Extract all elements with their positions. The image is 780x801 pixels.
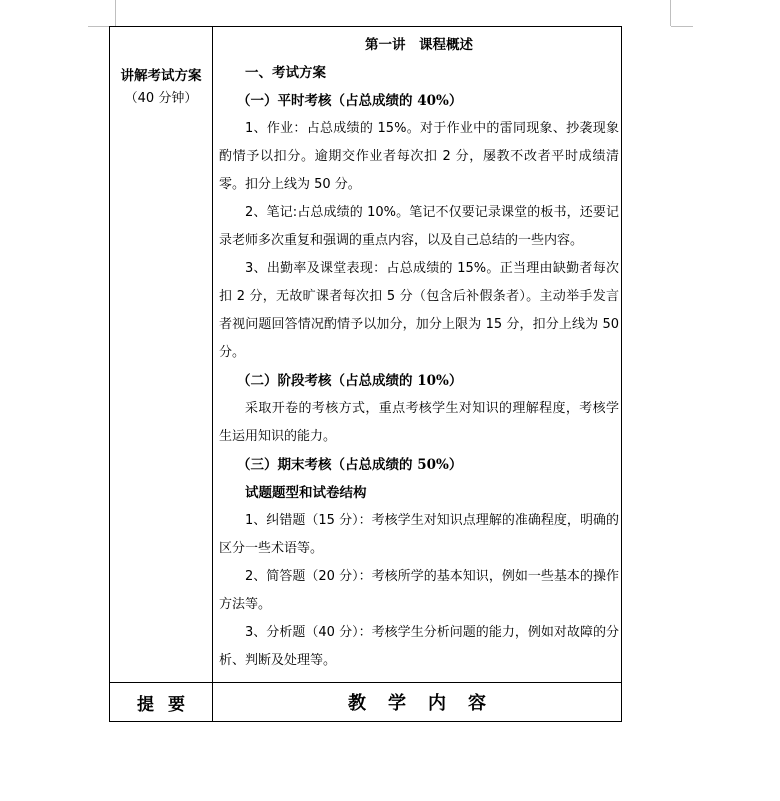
paragraph-correction: 1、纠错题（15 分）：考核学生对知识点理解的准确程度，明确的区分一些术语等。: [219, 513, 619, 556]
content-cell: [219, 31, 619, 675]
paragraph-attendance: 3、出勤率及课堂表现：占总成绩的 15%。正当理由缺勤者每次扣 2 分，无故旷课者每次扣 5 分（包含后补假条者）。主动举手发言者视问题回答情况酌情予以加分，加分上限为 15 分，扣分上线为 50 分。: [219, 261, 619, 360]
question-types-heading: 试题题型和试卷结构: [245, 485, 367, 501]
subsection-heading-stage: （二）阶段考核（占总成绩的 10%）: [237, 373, 463, 389]
crop-mark: [115, 0, 116, 26]
paragraph-homework: 1、作业：占总成绩的 15%。对于作业中的雷同现象、抄袭现象酌情予以扣分。逾期交作业者每次扣 2 分，屡教不改者平时成绩清零。扣分上线为 50 分。: [219, 121, 619, 192]
subsection-heading-final: （三）期末考核（占总成绩的 50%）: [237, 457, 463, 473]
crop-mark: [88, 26, 109, 27]
lesson-table: [109, 26, 622, 722]
left-column-duration: （40 分钟）: [124, 91, 198, 106]
crop-mark: [670, 0, 671, 26]
section-heading: 一、考试方案: [245, 65, 326, 81]
subsection-heading-regular: （一）平时考核（占总成绩的 40%）: [237, 93, 463, 109]
left-column-label: 讲解考试方案: [120, 68, 202, 84]
paragraph-notes: 2、笔记:占总成绩的 10%。笔记不仅要记录课堂的板书，还要记录老师多次重复和强调的重点内容，以及自己总结的一些内容。: [219, 205, 619, 248]
column-divider: [212, 27, 213, 721]
lecture-title: 第一讲 课程概述: [365, 37, 473, 53]
crop-mark: [671, 26, 693, 27]
footer-content-label: 教学内容: [348, 693, 508, 714]
paragraph-analysis: 3、分析题（40 分）：考核学生分析问题的能力，例如对故障的分析、判断及处理等。: [219, 625, 619, 668]
paragraph-stage: 采取开卷的考核方式，重点考核学生对知识的理解程度，考核学生运用知识的能力。: [219, 401, 619, 444]
footer-summary-label: 提要: [137, 694, 199, 715]
paragraph-short-answer: 2、简答题（20 分）：考核所学的基本知识，例如一些基本的操作方法等。: [219, 569, 619, 612]
